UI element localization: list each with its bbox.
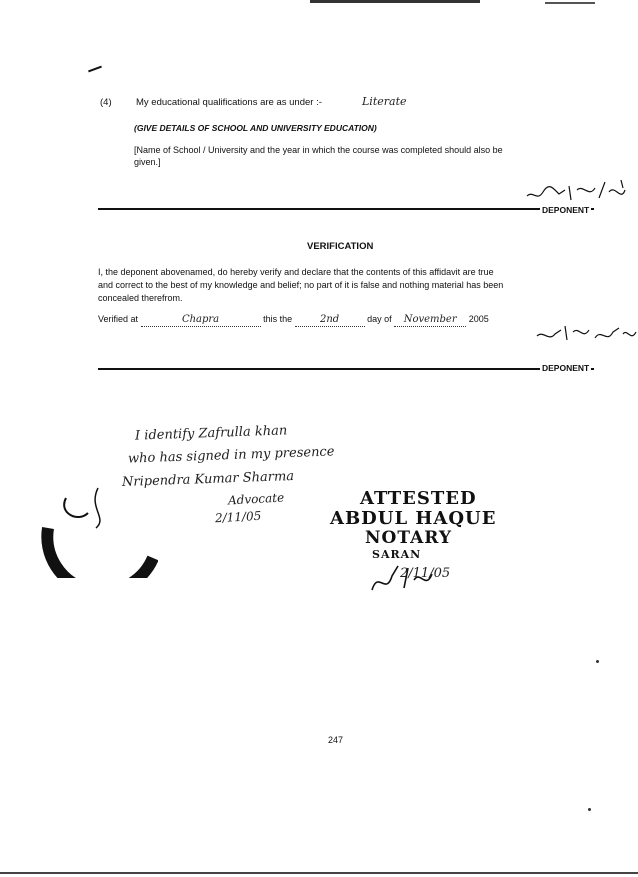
notary-date: 2/11/05 bbox=[400, 566, 451, 581]
deponent-signature-2 bbox=[535, 322, 638, 350]
verified-place: Chapra bbox=[141, 313, 261, 327]
verified-at-label: Verified at bbox=[98, 314, 139, 324]
instruction-heading: (GIVE DETAILS OF SCHOOL AND UNIVERSITY EDUCATION) bbox=[134, 123, 377, 133]
item-text: My educational qualifications are as under :- bbox=[136, 97, 322, 108]
scan-edge-bottom bbox=[0, 872, 638, 874]
margin-mark bbox=[88, 66, 102, 73]
page-number: 247 bbox=[328, 735, 344, 745]
advocate-seal bbox=[38, 468, 158, 578]
verification-line-2: and correct to the best of my knowledge and belief; no part of it is false and nothing material has been bbox=[98, 280, 504, 290]
identification-line-4: Advocate bbox=[227, 490, 285, 508]
divider-1 bbox=[98, 208, 594, 210]
verification-heading: VERIFICATION bbox=[307, 241, 374, 252]
verified-at-row bbox=[98, 313, 489, 327]
identification-line-3: Nripendra Kumar Sharma bbox=[121, 469, 295, 490]
note-line-1: [Name of School / University and the year in which the course was completed should also be bbox=[134, 145, 503, 155]
note-line-2: given.] bbox=[134, 157, 161, 167]
day-of-label: day of bbox=[367, 314, 392, 324]
this-the-label: this the bbox=[263, 314, 293, 324]
notary-title: NOTARY bbox=[365, 528, 452, 548]
scan-edge-top-right bbox=[545, 2, 595, 4]
scan-edge-top bbox=[310, 0, 480, 3]
verification-line-3: concealed therefrom. bbox=[98, 293, 183, 303]
verification-line-1: I, the deponent abovenamed, do hereby verify and declare that the contents of this affidavit are true bbox=[98, 267, 494, 277]
divider-2 bbox=[98, 368, 594, 370]
notary-name: ABDUL HAQUE bbox=[330, 508, 497, 529]
seal-graphic bbox=[38, 468, 158, 578]
identification-line-1: I identify Zafrulla khan bbox=[134, 423, 288, 444]
signature-scribble bbox=[535, 322, 638, 350]
verified-year: 2005 bbox=[468, 314, 489, 324]
scan-speck bbox=[596, 660, 599, 663]
notary-district: SARAN bbox=[372, 548, 422, 561]
verified-day: 2nd bbox=[295, 313, 365, 327]
identification-line-5: 2/11/05 bbox=[214, 508, 262, 526]
handwritten-answer: Literate bbox=[362, 95, 407, 108]
scan-speck bbox=[588, 808, 591, 811]
identification-line-2: who has signed in my presence bbox=[127, 444, 335, 467]
deponent-label-1: DEPONENT bbox=[542, 205, 590, 215]
verified-month: November bbox=[394, 313, 466, 327]
notary-attested: ATTESTED bbox=[360, 488, 477, 509]
item-number: (4) bbox=[100, 97, 112, 108]
deponent-label-2: DEPONENT bbox=[542, 363, 590, 373]
